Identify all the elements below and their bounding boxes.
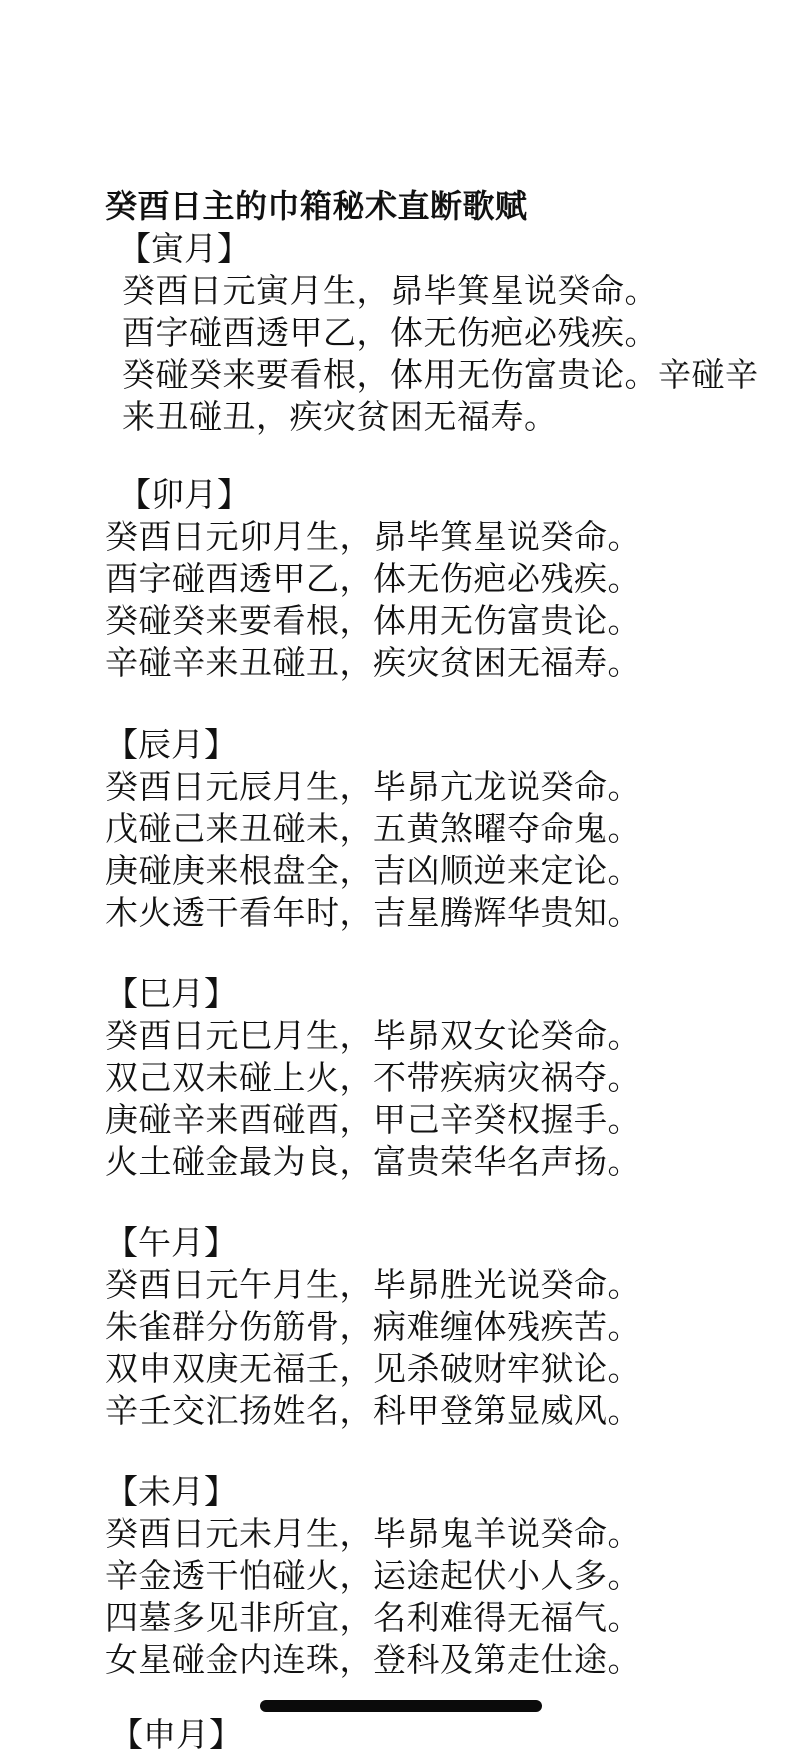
section-heading: 【卯月】 [118,475,250,514]
section-si-month [0,973,800,1183]
verse-line: 火土碰金最为良，富贵荣华名声扬。 [105,1142,641,1181]
verse-line: 四墓多见非所宜，名利难得无福气。 [105,1598,641,1637]
verse-line: 辛壬交汇扬姓名，科甲登第显威风。 [105,1391,641,1430]
section-heading: 【寅月】 [118,229,250,268]
section-heading-partial: 【申月】 [110,1715,242,1754]
section-heading: 【辰月】 [105,725,237,764]
section-heading: 【巳月】 [105,974,237,1013]
document-title: 癸酉日主的巾箱秘术直断歌赋 [105,187,528,225]
verse-line: 庚碰辛来酉碰酉，甲己辛癸权握手。 [105,1100,641,1139]
section-yin-month [0,228,800,438]
home-indicator[interactable] [260,1700,542,1712]
verse-line: 双申双庚无福壬，见杀破财牢狱论。 [105,1349,641,1388]
verse-line: 来丑碰丑，疾灾贫困无福寿。 [122,397,558,436]
verse-line: 癸酉日元寅月生，昴毕箕星说癸命。 [122,271,658,310]
verse-line: 癸碰癸来要看根，体用无伤富贵论。 [105,601,641,640]
section-wu-month [0,1222,800,1432]
verse-line: 酉字碰酉透甲乙，体无伤疤必残疾。 [105,559,641,598]
verse-line: 庚碰庚来根盘全，吉凶顺逆来定论。 [105,851,641,890]
section-heading: 【未月】 [105,1472,237,1511]
section-mao-month [0,474,800,684]
verse-line: 癸酉日元卯月生，昴毕箕星说癸命。 [105,517,641,556]
verse-line: 辛碰辛来丑碰丑，疾灾贫困无福寿。 [105,643,641,682]
verse-line: 双己双未碰上火，不带疾病灾祸夺。 [105,1058,641,1097]
verse-line: 癸酉日元未月生，毕昴鬼羊说癸命。 [105,1514,641,1553]
verse-line: 女星碰金内连珠，登科及第走仕途。 [105,1640,641,1679]
section-heading: 【午月】 [105,1223,237,1262]
verse-line: 木火透干看年时，吉星腾辉华贵知。 [105,893,641,932]
verse-line: 辛金透干怕碰火，运途起伏小人多。 [105,1556,641,1595]
verse-line: 朱雀群分伤筋骨，病难缠体残疾苦。 [105,1307,641,1346]
section-wei-month [0,1471,800,1681]
verse-line: 戊碰己来丑碰未，五黄煞曜夺命鬼。 [105,809,641,848]
verse-line: 酉字碰酉透甲乙，体无伤疤必残疾。 [122,313,658,352]
verse-line: 癸碰癸来要看根，体用无伤富贵论。辛碰辛 [122,355,759,394]
verse-line: 癸酉日元午月生，毕昴胜光说癸命。 [105,1265,641,1304]
verse-line: 癸酉日元巳月生，毕昴双女论癸命。 [105,1016,641,1055]
verse-line: 癸酉日元辰月生，毕昴亢龙说癸命。 [105,767,641,806]
section-chen-month [0,724,800,934]
